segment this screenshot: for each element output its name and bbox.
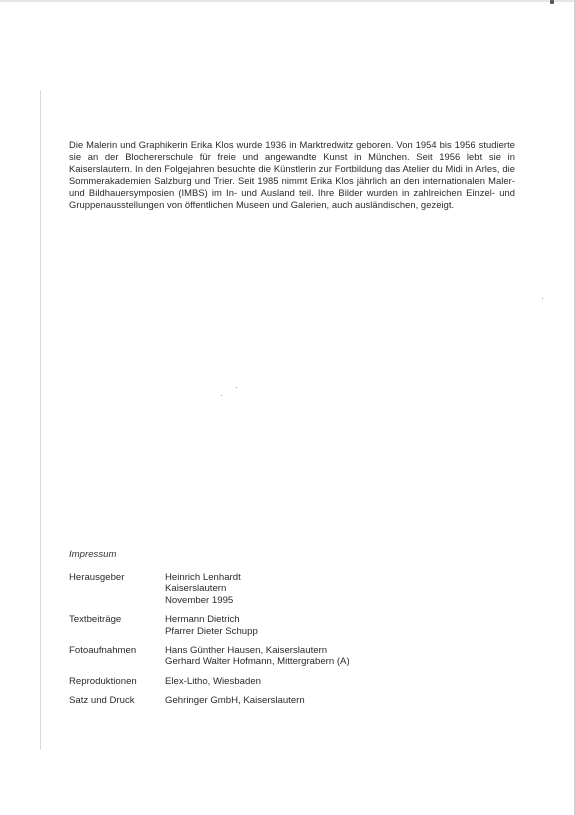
impressum-heading: Impressum	[69, 549, 117, 560]
impressum-value	[165, 614, 350, 645]
scan-speck	[236, 387, 237, 388]
impressum-label: Fotoaufnahmen	[69, 645, 137, 657]
scan-mark	[550, 0, 554, 4]
impressum-row-textbeitraege	[69, 614, 350, 645]
impressum-value-line: Pfarrer Dieter Schupp	[165, 625, 258, 637]
impressum-value-line: Kaiserslautern	[165, 583, 227, 595]
impressum-value-line: Elex-Litho, Wiesbaden	[165, 675, 261, 687]
impressum-label: Reproduktionen	[69, 675, 137, 687]
impressum-row-satz-und-druck	[69, 695, 350, 714]
impressum-label: Textbeiträge	[69, 614, 122, 626]
impressum-value-line: Gehringer GmbH, Kaiserslautern	[165, 695, 305, 707]
fold-line	[40, 90, 41, 750]
impressum-value-line: Heinrich Lenhardt	[165, 572, 241, 583]
impressum-value-line: Gerhard Walter Hofmann, Mittergrabern (A)	[165, 656, 350, 668]
impressum-row-fotoaufnahmen	[69, 645, 350, 676]
scan-speck	[542, 298, 543, 299]
impressum-row-reproduktionen	[69, 676, 350, 695]
impressum-value	[165, 695, 350, 714]
impressum-row-herausgeber	[69, 572, 350, 614]
impressum-table	[69, 572, 350, 715]
scan-speck	[221, 395, 222, 396]
artist-biography: Die Malerin und Graphikerin Erika Klos wurde 1936 in Marktredwitz geboren. Von 1954 bis 1956 studierte sie an der Blochererschule für freie und angewandte Kunst in München. Seit 1956 lebt sie in Kaiserslautern. In den Folgejahren besuchte die Künstlerin zur Fortbildung das Atelier du Midi in Arles, die Sommerakademien Salzburg und Trier. Seit 1985 nimmt Erika Klos jährlich an den internationalen Maler- und Bildhauersymposien (IMBS) im In- und Ausland teil. Ihre Bilder wurden in zahlreichen Einzel- und Gruppenausstellungen von öffentlichen Museen und Galerien, auch ausländischen, gezeigt.	[69, 139, 515, 210]
impressum-value	[165, 676, 350, 695]
impressum-label: Satz und Druck	[69, 695, 135, 707]
impressum-label: Herausgeber	[69, 572, 125, 583]
impressum-value-line: November 1995	[165, 594, 234, 606]
impressum-value-line: Hans Günther Hausen, Kaiserslautern	[165, 645, 328, 657]
impressum-value	[165, 645, 350, 676]
impressum-value	[165, 572, 350, 614]
page-top-edge	[0, 0, 576, 2]
impressum-value-line: Hermann Dietrich	[165, 614, 240, 626]
